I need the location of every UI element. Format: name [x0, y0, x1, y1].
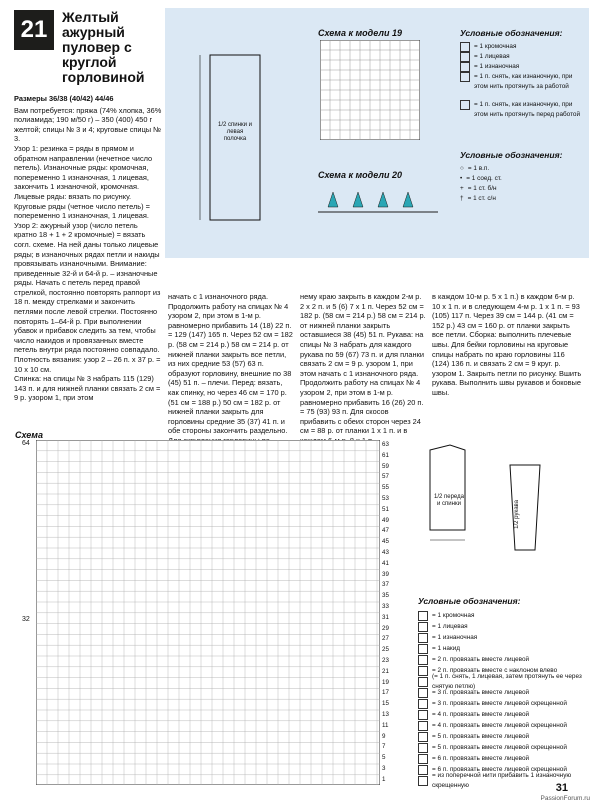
legend-top-item: = 1 изнаночная	[460, 62, 585, 72]
scheme-row-number: 47	[382, 527, 389, 535]
legend-bottom-item	[418, 610, 583, 621]
scheme-right-rows	[382, 440, 396, 786]
legend-symbol-icon	[418, 655, 428, 665]
legend-bottom-label: = 1 кромочная	[432, 611, 475, 619]
intro-text	[14, 94, 162, 403]
legend-bottom-label: = 6 п. провязать вместе лицевой	[432, 754, 530, 762]
legend-purl-icon	[460, 62, 470, 72]
scheme-row-number: 25	[382, 646, 389, 654]
legend-symbol-icon	[418, 677, 428, 687]
scheme-row-number: 49	[382, 516, 389, 524]
legend-bottom-label: = 1 накид	[432, 644, 461, 652]
legend-mid-item: † = 1 ст. с/н	[460, 195, 496, 202]
scheme-row-number: 1	[382, 775, 386, 783]
legend-symbol-icon	[418, 633, 428, 643]
scheme-row-number: 19	[382, 678, 389, 686]
front-piece-label: 1/2 спинки и левая полочка	[218, 122, 252, 142]
schema-20-chart	[318, 182, 438, 222]
legend-bottom-label: = 5 п. провязать вместе лицевой	[432, 732, 530, 740]
materials-line: Вам потребуется: пряжа (74% хлопка, 36% полиамида; 190 м/50 г) – 350 (400) 450 г желтой; спицы № 3 и 4; круговые спицы № 3.	[14, 105, 162, 144]
sizes-line: Размеры 36/38 (40/42) 44/46	[14, 94, 114, 103]
legend-symbol-icon	[418, 611, 428, 621]
legend-top-item: = 1 п. снять, как изнаночную, при этом нить протянуть перед работой	[460, 100, 585, 128]
legend-symbol-icon	[418, 765, 428, 775]
schema-19-title: Схема к модели 19	[318, 28, 402, 38]
legend-top-item: = 1 п. снять, как изнаночную, при этом нить протянуть за работой	[460, 72, 585, 100]
legend-bottom-label: = 1 изнаночная	[432, 633, 478, 641]
scheme-title: Схема	[15, 430, 43, 440]
legend-bottom-item	[418, 720, 583, 731]
scheme-row-number: 39	[382, 570, 389, 578]
legend-bottom-item	[418, 672, 583, 690]
scheme-row-number: 15	[382, 700, 389, 708]
legend-top-item: = 1 кромочная	[460, 42, 585, 52]
legend-bottom-label: = 4 п. провязать вместе лицевой скрещенной	[432, 721, 567, 729]
legend-bottom-label: = 2 п. провязать вместе лицевой	[432, 655, 530, 663]
chain-icon: ○	[460, 165, 464, 172]
legend-symbol-icon	[418, 644, 428, 654]
sleeve-label: 1/2 рукава	[514, 500, 520, 529]
legend-bottom-label: = 3 п. провязать вместе лицевой	[432, 688, 530, 696]
scheme-row-number: 9	[382, 732, 386, 740]
text-col-3: нему краю закрыть в каждом 2-м р. 2 x 2 п. и 5 (6) 7 x 1 п. Через 52 см = 182 р. (58 см = 214 р.) 58 см = 214 р. от нижней планки закрыть оставшиеся 38 (45) 51 п. Рукава: на спицы № 3 набрать для каждого рукава по 59 (67) 73 п. и для планки связать 2 см = 9 р. узором 1, при этом начать с 1 изнаночного ряда. Продолжить работу на спицах № 4 узором 2, при этом в 1-м р. равномерно прибавить 16 (26) 20 п. = 75 (93) 93 п. Для скосов прибавить с обеих сторон через 24 см = 88 р. от планки 1 x 1 п. и в	[300, 292, 426, 436]
legend-symbol-icon	[418, 699, 428, 709]
scheme-row-number: 7	[382, 743, 386, 751]
gauge-line: Плотность вязания: узор 2 – 26 п. x 37 р. = 10 x 10 см.	[14, 355, 161, 374]
scheme-row-number: 29	[382, 624, 389, 632]
legend-knit-icon	[460, 52, 470, 62]
scheme-row-number: 53	[382, 494, 389, 502]
legend-mid-title: Условные обозначения:	[460, 150, 563, 160]
scheme-row-number: 33	[382, 602, 389, 610]
legend-bottom-item	[418, 654, 583, 665]
legend-bottom-item	[418, 643, 583, 654]
back-line: Спинка: на спицы № 3 набрать 115 (129) 143 п. и для нижней планки связать 2 см = 9 р. узором 1, при этом	[14, 374, 161, 403]
legend-edge-icon	[460, 42, 470, 52]
model-number-badge: 21	[14, 10, 54, 50]
legend-bottom-label: = 1 лицевая	[432, 622, 468, 630]
scheme-row-number: 5	[382, 754, 386, 762]
legend-bottom-label: (= 1 п. снять, 1 лицевая, затем протянуть ее через снятую петлю)	[432, 672, 582, 690]
scheme-row-number: 3	[382, 764, 386, 772]
slip-stitch-icon: •	[460, 175, 463, 182]
scheme-row-number: 35	[382, 592, 389, 600]
legend-bottom-item	[418, 698, 583, 709]
legend-top	[460, 42, 585, 128]
legend-bottom-label: = 5 п. провязать вместе лицевой скрещенной	[432, 743, 567, 751]
legend-bottom-item	[418, 632, 583, 643]
scheme-left-row-32: 32	[22, 616, 30, 623]
legend-mid-item: ○ = 1 в.п.	[460, 165, 490, 172]
scheme-row-number: 13	[382, 710, 389, 718]
legend-symbol-icon	[418, 743, 428, 753]
scheme-left-row-64: 64	[22, 440, 30, 447]
scheme-row-number: 11	[382, 721, 389, 729]
pattern-1-line: Узор 1: резинка = ряды в прямом и обратном направлении (нечетное число петель). Изнаночные ряды: кромочная, попеременно 1 изнаночная, 1 лицевая, закончить 1 изнаночной, кромочная. Лицевые ряды: вязать по рисунку. Круговые ряды (четное число петель) = попеременно 1 изнаночная, 1 лицевая.	[14, 143, 153, 221]
legend-symbol-icon	[418, 754, 428, 764]
legend-symbol-icon	[418, 710, 428, 720]
legend-symbol-icon	[418, 732, 428, 742]
scheme-row-number: 61	[382, 451, 389, 459]
legend-symbol-icon	[418, 776, 428, 786]
scheme-row-number: 45	[382, 538, 389, 546]
legend-slip-back-icon	[460, 72, 470, 82]
legend-bottom-item	[418, 709, 583, 720]
legend-bottom-label: = из поперечной нити прибавить 1 изнаночную скрещенную	[432, 771, 572, 789]
schema-20-title: Схема к модели 20	[318, 170, 402, 180]
legend-bottom-item	[418, 742, 583, 753]
front-back-label: 1/2 переда и спинки	[434, 494, 464, 507]
scheme-row-number: 17	[382, 689, 389, 697]
legend-bottom-label: = 4 п. провязать вместе лицевой	[432, 710, 530, 718]
scheme-row-number: 27	[382, 635, 389, 643]
scheme-row-number: 55	[382, 484, 389, 492]
legend-mid-item: • = 1 соед. ст.	[460, 175, 502, 182]
legend-symbol-icon	[418, 721, 428, 731]
legend-bottom-item	[418, 621, 583, 632]
scheme-row-number: 31	[382, 613, 389, 621]
text-col-2: начать с 1 изнаночного ряда. Продолжить работу на спицах № 4 узором 2, при этом в 1-м р. равномерно прибавить 14 (18) 22 п. = 129 (147) 165 п. Через 52 см = 182 р. (58 см = 214 р.) 58 см = 214 р. от нижней планки закрыть все петли, из них средние 53 (57) 63 п. образуют горловину, внешние по 38 (45) 51 п. – плечи. Перед: вязать, как спинку, но через 46 см = 170 р. (51 см = 188 р.) 50 см = 182 р. от нижней планки закрыть для горловины средние 35 (37) 41 п. и обе стороны закончить раздельно.	[168, 292, 293, 436]
legend-slip-front-icon	[460, 100, 470, 110]
legend-mid	[460, 164, 580, 204]
legend-bottom-item	[418, 731, 583, 742]
sc-icon: +	[460, 185, 464, 192]
text-col-4: в каждом 10-м р. 5 x 1 п.) в каждом 6-м р. 10 x 1 п. и в следующем 4-м р. 1 x 1 п. = 93 (105) 117 п. Через 39 см = 144 р. (41 см = 152 р.) 43 см = 160 р. от планки закрыть все петли. Сборка: выполнить плечевые швы. Для бейки горловины на круговые спицы набрать по краю горловины 116 (124) 136 п. и связать 2 см = 9 круг. р. узором 1. Закрыть петли по рисунку. Вшить рукава. Выполнить швы рукавов и боковые швы.	[432, 292, 582, 397]
scheme-row-number: 51	[382, 505, 389, 513]
scheme-row-number: 43	[382, 548, 389, 556]
legend-bottom-label: = 6 п. провязать вместе лицевой скрещенной	[432, 765, 567, 773]
watermark: PassionForum.ru	[540, 795, 590, 802]
scheme-row-number: 59	[382, 462, 389, 470]
front-back-diagram	[420, 430, 480, 550]
schema-19-grid	[320, 40, 420, 140]
dc-icon: †	[460, 195, 464, 202]
scheme-row-number: 23	[382, 656, 389, 664]
scheme-row-number: 57	[382, 473, 389, 481]
legend-bottom-label: = 3 п. провязать вместе лицевой скрещенной	[432, 699, 567, 707]
legend-top-item: = 1 лицевая	[460, 52, 585, 62]
knitting-chart	[36, 440, 380, 785]
scheme-row-number: 63	[382, 441, 389, 448]
legend-bottom-title: Условные обозначения:	[418, 596, 521, 606]
legend-bottom-item	[418, 753, 583, 764]
legend-symbol-icon	[418, 666, 428, 676]
scheme-row-number: 41	[382, 559, 389, 567]
pattern-2-line: Узор 2: ажурный узор (число петель кратно 18 + 1 + 2 кромочные) = вязать согл. схеме. На ней даны только лицевые ряды; в изнаночных рядах петли и накиды провязывать изнаночными. Внимание: приведенные 32-й и 64-й р. – изнаночные ряды. Начать с петель перед правой стрелкой, постоянно повторять раппорт из 18 п. между стрелками и закончить петлями после левой стрелки. Постоянно повторять 1–64-й р. При выполнении убавок и прибавок следить за тем, чтобы число накидов и провязанных вместе петель внутри ряда постоянно совпадало.	[14, 220, 161, 355]
legend-top-title: Условные обозначения:	[460, 28, 563, 38]
legend-mid-item: + = 1 ст. б/н	[460, 185, 497, 192]
scheme-row-number: 37	[382, 581, 389, 589]
scheme-row-number: 21	[382, 667, 389, 675]
page-number: 31	[555, 782, 568, 794]
legend-symbol-icon	[418, 622, 428, 632]
page-title: Желтый ажурный пуловер с круглой горловиной	[62, 9, 145, 85]
legend-symbol-icon	[418, 688, 428, 698]
legend-bottom-label: = 2 п. провязать вместе с наклоном влево	[432, 666, 558, 674]
